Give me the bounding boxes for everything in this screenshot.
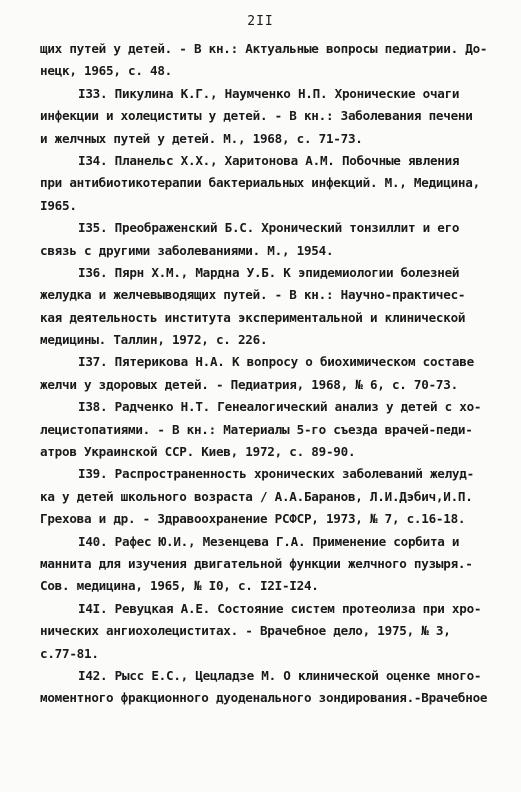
bibliography-line: инфекции и холециститы у детей. - В кн.: Заболевания печени	[40, 108, 473, 124]
bibliography-line: I33. Пикулина К.Г., Наумченко Н.П. Хронические очаги	[78, 85, 460, 101]
bibliography-line: I38. Радченко Н.Т. Генеалогический анализ у детей с хо-	[78, 399, 482, 415]
bibliography-line: ка у детей школьного возраста / А.А.Баранов, Л.И.Дэбич,И.П.	[40, 488, 473, 504]
bibliography-line: щих путей у детей. - В кн.: Актуальные вопросы педиатрии. До-	[40, 41, 488, 56]
bibliography-line: атров Украинской ССР. Киев, 1972, с. 89-90.	[40, 444, 356, 460]
bibliography-line: нецк, 1965, с. 48.	[40, 63, 172, 79]
bibliography-line: лецистопатиями. - В кн.: Материалы 5-го съезда врачей-педи-	[40, 421, 473, 437]
bibliography-line: Грехова и др. - Здравоохранение РСФСР, 1973, № 7, с.16-18.	[40, 511, 466, 527]
page-number: 2II	[247, 14, 274, 29]
bibliography-line: желчи у здоровых детей. - Педиатрия, 1968, № 6, с. 70-73.	[40, 376, 458, 392]
bibliography-line: медицины. Таллин, 1972, с. 226.	[40, 332, 268, 348]
bibliography-line: I35. Преображенский Б.С. Хронический тонзиллит и его	[78, 220, 460, 236]
bibliography-line: Сов. медицина, 1965, № I0, с. I2I-I24.	[40, 578, 319, 594]
bibliography-line: маннита для изучения двигательной функции желчного пузыря.-	[40, 555, 473, 571]
bibliography-line: с.77-81.	[40, 645, 99, 661]
bibliography-line: и желчных путей у детей. М., 1968, с. 71-73.	[40, 130, 363, 146]
bibliography-line: моментного фракционного дуоденального зондирования.-Врачебное	[40, 690, 488, 706]
bibliography-line: связь с другими заболеваниями. М., 1954.	[40, 242, 334, 258]
bibliography-line: I36. Пярн Х.М., Мардна У.Б. К эпидемиологии болезней	[78, 264, 460, 280]
bibliography-line: при антибиотикотерапии бактериальных инфекций. М., Медицина,	[40, 175, 480, 191]
bibliography-line: I34. Планельс Х.Х., Харитонова А.М. Побочные явления	[78, 152, 460, 168]
bibliography-line: I42. Рысс Е.С., Цецладзе М. О клинической оценке много-	[78, 667, 482, 683]
bibliography-line: кая деятельность института экспериментальной и клинической	[40, 309, 466, 325]
bibliography-line: желудка и желчевыводящих путей. - В кн.: Научно-практичес-	[40, 287, 466, 303]
bibliography-list	[40, 38, 510, 710]
bibliography-line: нических ангиохолециститах. - Врачебное дело, 1975, № 3,	[40, 623, 451, 639]
bibliography-line: I40. Рафес Ю.И., Мезенцева Г.А. Применение сорбита и	[78, 533, 460, 549]
bibliography-line: I39. Распространенность хронических заболеваний желуд-	[78, 466, 474, 482]
bibliography-line: I965.	[40, 197, 77, 213]
bibliography-line: I4I. Ревуцкая А.Е. Состояние систем протеолиза при хро-	[78, 600, 482, 616]
bibliography-line: I37. Пятерикова Н.А. К вопросу о биохимическом составе	[78, 354, 474, 370]
